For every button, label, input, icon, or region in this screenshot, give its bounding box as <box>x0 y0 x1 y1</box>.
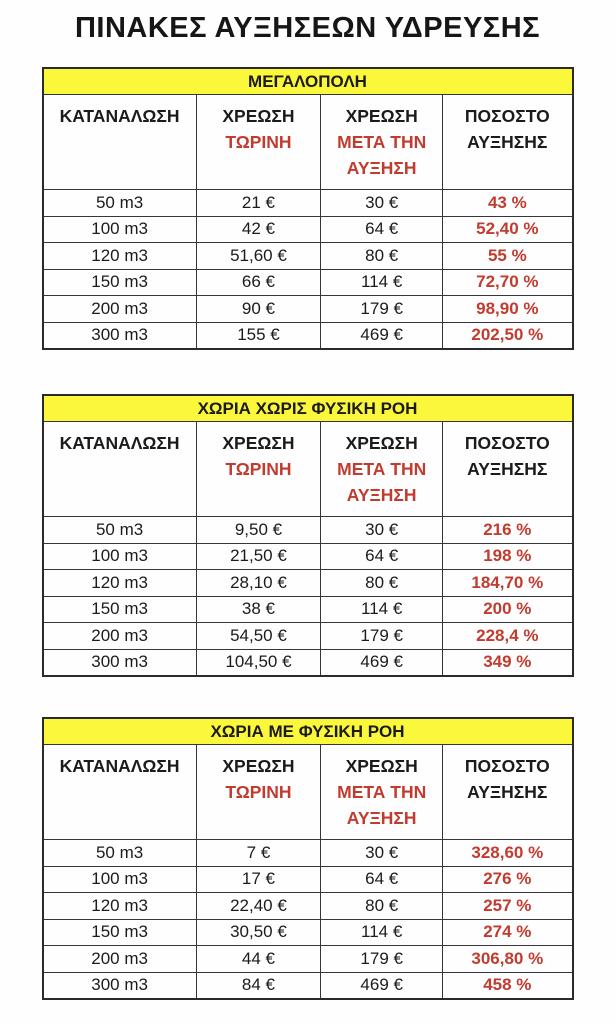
current-charge-cell: 66 € <box>196 269 321 296</box>
table-villages-with-natural-flow <box>42 717 574 1000</box>
table-row <box>43 866 573 893</box>
table-title-band: ΜΕΓΑΛΟΠΟΛΗ <box>43 68 573 95</box>
table-title-row <box>43 68 573 95</box>
percent-cell: 257 % <box>443 893 573 920</box>
consumption-cell: 100 m3 <box>43 216 197 243</box>
current-charge-cell: 84 € <box>196 972 321 999</box>
percent-cell: 55 % <box>443 243 573 270</box>
consumption-cell: 200 m3 <box>43 623 197 650</box>
current-charge-cell: 17 € <box>196 866 321 893</box>
current-charge-cell: 21,50 € <box>196 543 321 570</box>
table-row <box>43 190 573 217</box>
percent-cell: 349 % <box>443 649 573 676</box>
after-charge-cell: 114 € <box>321 596 443 623</box>
table-row <box>43 840 573 867</box>
consumption-cell: 120 m3 <box>43 243 197 270</box>
col-header-consumption: ΚΑΤΑΝΑΛΩΣΗ <box>43 745 197 840</box>
consumption-cell: 200 m3 <box>43 296 197 323</box>
table-row <box>43 216 573 243</box>
table-villages-without-natural-flow <box>42 394 574 677</box>
after-charge-cell: 64 € <box>321 543 443 570</box>
consumption-cell: 100 m3 <box>43 543 197 570</box>
column-header-row <box>43 745 573 840</box>
table-row <box>43 972 573 999</box>
table-row <box>43 570 573 597</box>
current-charge-cell: 9,50 € <box>196 517 321 544</box>
after-charge-cell: 114 € <box>321 269 443 296</box>
current-charge-cell: 42 € <box>196 216 321 243</box>
after-charge-cell: 30 € <box>321 517 443 544</box>
table-row <box>43 649 573 676</box>
table-row <box>43 919 573 946</box>
table-row <box>43 243 573 270</box>
percent-cell: 202,50 % <box>443 322 573 349</box>
col-header-percent: ΠΟΣΟΣΤΟ ΑΥΞΗΣΗΣ <box>443 95 573 190</box>
current-charge-cell: 155 € <box>196 322 321 349</box>
percent-cell: 216 % <box>443 517 573 544</box>
col-header-current-charge: ΧΡΕΩΣΗ ΤΩΡΙΝΗ <box>196 422 321 517</box>
consumption-cell: 120 m3 <box>43 570 197 597</box>
col-header-current-charge: ΧΡΕΩΣΗ ΤΩΡΙΝΗ <box>196 745 321 840</box>
percent-cell: 184,70 % <box>443 570 573 597</box>
column-header-row <box>43 422 573 517</box>
table-title-row <box>43 718 573 745</box>
after-charge-cell: 30 € <box>321 190 443 217</box>
consumption-cell: 120 m3 <box>43 893 197 920</box>
percent-cell: 276 % <box>443 866 573 893</box>
consumption-cell: 50 m3 <box>43 517 197 544</box>
current-charge-cell: 22,40 € <box>196 893 321 920</box>
table-title-row <box>43 395 573 422</box>
table-row <box>43 296 573 323</box>
after-charge-cell: 469 € <box>321 972 443 999</box>
table-row <box>43 269 573 296</box>
table-megalopoli <box>42 67 574 350</box>
table-row <box>43 543 573 570</box>
percent-cell: 274 % <box>443 919 573 946</box>
current-charge-cell: 54,50 € <box>196 623 321 650</box>
consumption-cell: 300 m3 <box>43 322 197 349</box>
current-charge-cell: 104,50 € <box>196 649 321 676</box>
table-row <box>43 517 573 544</box>
col-header-current-charge: ΧΡΕΩΣΗ ΤΩΡΙΝΗ <box>196 95 321 190</box>
consumption-cell: 50 m3 <box>43 840 197 867</box>
table-row <box>43 596 573 623</box>
col-header-after-charge: ΧΡΕΩΣΗ ΜΕΤΑ ΤΗΝ ΑΥΞΗΣΗ <box>321 95 443 190</box>
percent-cell: 52,40 % <box>443 216 573 243</box>
table-row <box>43 322 573 349</box>
consumption-cell: 100 m3 <box>43 866 197 893</box>
col-header-percent: ΠΟΣΟΣΤΟ ΑΥΞΗΣΗΣ <box>443 745 573 840</box>
col-header-consumption: ΚΑΤΑΝΑΛΩΣΗ <box>43 422 197 517</box>
consumption-cell: 150 m3 <box>43 596 197 623</box>
after-charge-cell: 80 € <box>321 570 443 597</box>
after-charge-cell: 469 € <box>321 322 443 349</box>
percent-cell: 228,4 % <box>443 623 573 650</box>
after-charge-cell: 179 € <box>321 623 443 650</box>
after-charge-cell: 179 € <box>321 296 443 323</box>
after-charge-cell: 64 € <box>321 216 443 243</box>
consumption-cell: 300 m3 <box>43 972 197 999</box>
after-charge-cell: 30 € <box>321 840 443 867</box>
col-header-consumption: ΚΑΤΑΝΑΛΩΣΗ <box>43 95 197 190</box>
consumption-cell: 150 m3 <box>43 919 197 946</box>
percent-cell: 98,90 % <box>443 296 573 323</box>
current-charge-cell: 30,50 € <box>196 919 321 946</box>
table-title-band: ΧΩΡΙΑ ΜΕ ΦΥΣΙΚΗ ΡΟΗ <box>43 718 573 745</box>
page-title: ΠΙΝΑΚΕΣ ΑΥΞΗΣΕΩΝ ΥΔΡΕΥΣΗΣ <box>74 12 541 44</box>
table-row <box>43 946 573 973</box>
table-row <box>43 893 573 920</box>
after-charge-cell: 64 € <box>321 866 443 893</box>
column-header-row <box>43 95 573 190</box>
percent-cell: 43 % <box>443 190 573 217</box>
percent-cell: 72,70 % <box>443 269 573 296</box>
current-charge-cell: 7 € <box>196 840 321 867</box>
table-title-band: ΧΩΡΙΑ ΧΩΡΙΣ ΦΥΣΙΚΗ ΡΟΗ <box>43 395 573 422</box>
consumption-cell: 300 m3 <box>43 649 197 676</box>
col-header-percent: ΠΟΣΟΣΤΟ ΑΥΞΗΣΗΣ <box>443 422 573 517</box>
percent-cell: 200 % <box>443 596 573 623</box>
current-charge-cell: 51,60 € <box>196 243 321 270</box>
percent-cell: 198 % <box>443 543 573 570</box>
current-charge-cell: 38 € <box>196 596 321 623</box>
percent-cell: 306,80 % <box>443 946 573 973</box>
percent-cell: 328,60 % <box>443 840 573 867</box>
table-row <box>43 623 573 650</box>
current-charge-cell: 90 € <box>196 296 321 323</box>
after-charge-cell: 114 € <box>321 919 443 946</box>
col-header-after-charge: ΧΡΕΩΣΗ ΜΕΤΑ ΤΗΝ ΑΥΞΗΣΗ <box>321 422 443 517</box>
after-charge-cell: 80 € <box>321 893 443 920</box>
consumption-cell: 200 m3 <box>43 946 197 973</box>
after-charge-cell: 80 € <box>321 243 443 270</box>
after-charge-cell: 179 € <box>321 946 443 973</box>
current-charge-cell: 21 € <box>196 190 321 217</box>
after-charge-cell: 469 € <box>321 649 443 676</box>
current-charge-cell: 44 € <box>196 946 321 973</box>
percent-cell: 458 % <box>443 972 573 999</box>
current-charge-cell: 28,10 € <box>196 570 321 597</box>
consumption-cell: 50 m3 <box>43 190 197 217</box>
consumption-cell: 150 m3 <box>43 269 197 296</box>
col-header-after-charge: ΧΡΕΩΣΗ ΜΕΤΑ ΤΗΝ ΑΥΞΗΣΗ <box>321 745 443 840</box>
